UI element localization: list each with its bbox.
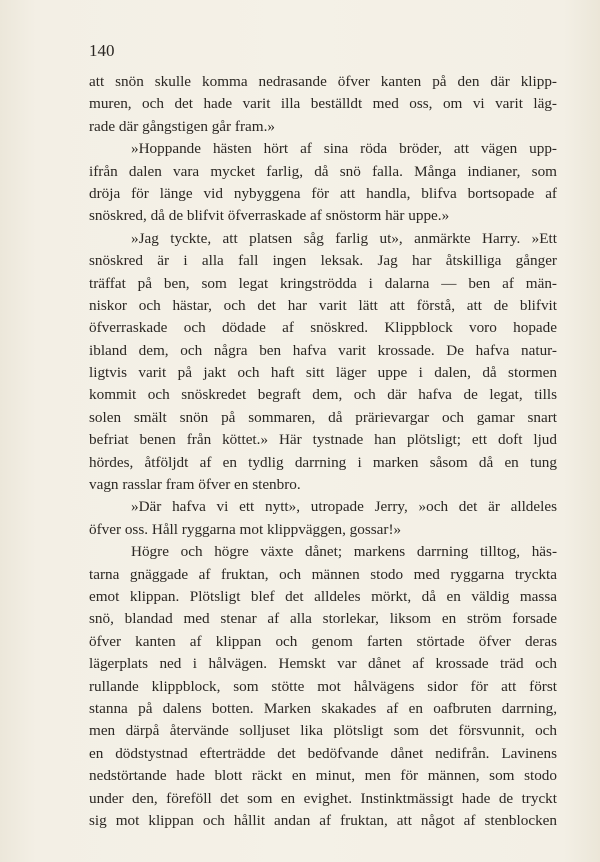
text-line: men därpå återvände solljuset lika plötsligt som det försvunnit, och — [89, 722, 557, 740]
text-line: »Jag tyckte, att platsen såg farlig ut», anmärkte Harry. »Ett — [131, 229, 557, 247]
text-line: lägerplats ned i hålvägen. Hemskt var dånet af krossade träd och — [89, 655, 557, 673]
text-line: »Hoppande hästen hört af sina röda bröder, att vägen upp- — [131, 140, 557, 158]
text-line: kommit och snöskredet begraft dem, och där hafva de legat, tills — [89, 386, 557, 404]
text-line: muren, och det hade varit illa beställdt med oss, om vi varit läg- — [89, 95, 557, 113]
text-line: öfverraskade och dödade af snöskred. Klippblock voro hopade — [89, 319, 557, 337]
text-line: emot klippan. Plötsligt blef det alldeles mörkt, då en väldig massa — [89, 587, 557, 605]
text-line: en dödstystnad efterträdde det bedöfvande dånet nedifrån. Lavinens — [89, 744, 557, 762]
page-number: 140 — [89, 41, 115, 60]
text-line: under den, föreföll det som en evighet. Instinktmässigt hade de tryckt — [89, 789, 557, 807]
text-line: solen smält snön på sommaren, då prärievargar och gamar snart — [89, 408, 557, 426]
text-line: niskor och hästar, och det har varit lätt att förstå, att de blifvit — [89, 296, 557, 314]
text-line: rade där gångstigen går fram.» — [89, 117, 275, 135]
text-line: snö, blandad med stenar af alla storlekar, liksom en ström forsade — [89, 610, 557, 628]
body-text — [89, 71, 557, 832]
text-line: vagn rasslar fram öfver en stenbro. — [89, 476, 301, 494]
text-line: snöskred, då de blifvit öfverraskade af snöstorm här uppe.» — [89, 207, 450, 225]
text-line: tarna gnäggade af fruktan, och männen stodo med ryggarna tryckta — [89, 565, 557, 583]
text-line: sig mot klippan och hållit andan af fruktan, att något af stenblocken — [89, 811, 557, 829]
text-line: ligtvis varit på jakt och haft sitt läger uppe i dalen, då stormen — [89, 364, 557, 382]
text-line: träffat på ben, som legat kringströdda i dalarna — ben af män- — [89, 274, 557, 292]
text-line: »Där hafva vi ett nytt», utropade Jerry, »och det är alldeles — [131, 498, 557, 516]
text-line: ibland dem, och några ben hafva varit krossade. De hafva natur- — [89, 341, 557, 359]
text-line: nedstörtande hade blott räckt en minut, men för männen, som stodo — [89, 767, 557, 785]
text-line: att snön skulle komma nedrasande öfver kanten på den där klipp- — [89, 73, 557, 90]
text-line: stanna på dalens botten. Marken skakades af en oafbruten darrning, — [89, 699, 557, 717]
text-line: rullande klippblock, som stötte mot hålvägens sidor för att först — [89, 677, 557, 695]
text-line: öfver oss. Håll ryggarna mot klippväggen, gossar!» — [89, 520, 402, 538]
text-line: dröja för länge vid nybyggena för att handla, blifva bortsopade af — [89, 184, 557, 202]
text-line: befriat benen från köttet.» Här tystnade han plötsligt; ett doft ljud — [89, 431, 557, 449]
text-line: Högre och högre växte dånet; markens darrning tilltog, häs- — [131, 543, 557, 561]
text-line: hördes, åtföljdt af en tydlig darrning i marken såsom då en tung — [89, 453, 557, 471]
text-line: ifrån dalen vara mycket farlig, då snö falla. Många indianer, som — [89, 162, 557, 180]
text-line: öfver kanten af klippan och genom farten störtade öfver deras — [89, 632, 557, 650]
text-line: snöskred är i alla fall ingen leksak. Jag har åtskilliga gånger — [89, 252, 557, 270]
